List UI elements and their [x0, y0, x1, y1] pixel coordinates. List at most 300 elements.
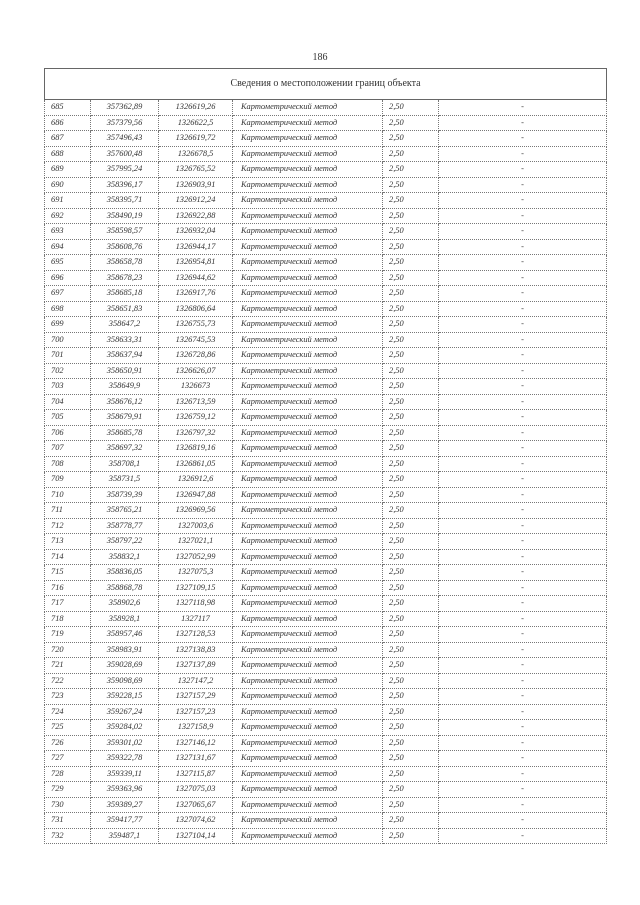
table-row — [45, 100, 607, 116]
table-row — [45, 549, 607, 565]
table-row — [45, 317, 607, 333]
point-number-cell: 722 — [45, 673, 91, 689]
table-row — [45, 689, 607, 705]
description-cell: - — [439, 503, 607, 519]
point-number-cell: 708 — [45, 456, 91, 472]
method-cell: Картометрический метод — [233, 270, 383, 286]
description-cell: - — [439, 270, 607, 286]
table-row — [45, 565, 607, 581]
precision-cell: 2,50 — [383, 472, 439, 488]
method-cell: Картометрический метод — [233, 642, 383, 658]
method-cell: Картометрический метод — [233, 224, 383, 240]
description-cell: - — [439, 394, 607, 410]
method-cell: Картометрический метод — [233, 766, 383, 782]
method-cell: Картометрический метод — [233, 673, 383, 689]
x-coordinate-cell: 359487,1 — [91, 828, 159, 844]
precision-cell: 2,50 — [383, 363, 439, 379]
point-number-cell: 715 — [45, 565, 91, 581]
y-coordinate-cell: 1326922,88 — [159, 208, 233, 224]
x-coordinate-cell: 357995,24 — [91, 162, 159, 178]
point-number-cell: 687 — [45, 131, 91, 147]
point-number-cell: 693 — [45, 224, 91, 240]
point-number-cell: 702 — [45, 363, 91, 379]
method-cell: Картометрический метод — [233, 549, 383, 565]
x-coordinate-cell: 359098,69 — [91, 673, 159, 689]
method-cell: Картометрический метод — [233, 735, 383, 751]
x-coordinate-cell: 359267,24 — [91, 704, 159, 720]
description-cell: - — [439, 611, 607, 627]
description-cell: - — [439, 115, 607, 131]
x-coordinate-cell: 358637,94 — [91, 348, 159, 364]
description-cell: - — [439, 162, 607, 178]
precision-cell: 2,50 — [383, 379, 439, 395]
y-coordinate-cell: 1326806,64 — [159, 301, 233, 317]
description-cell: - — [439, 766, 607, 782]
y-coordinate-cell: 1326728,86 — [159, 348, 233, 364]
table-row — [45, 224, 607, 240]
point-number-cell: 688 — [45, 146, 91, 162]
y-coordinate-cell: 1326903,91 — [159, 177, 233, 193]
description-cell: - — [439, 425, 607, 441]
description-cell: - — [439, 627, 607, 643]
precision-cell: 2,50 — [383, 580, 439, 596]
description-cell: - — [439, 549, 607, 565]
x-coordinate-cell: 358679,91 — [91, 410, 159, 426]
method-cell: Картометрический метод — [233, 487, 383, 503]
point-number-cell: 724 — [45, 704, 91, 720]
y-coordinate-cell: 1326622,5 — [159, 115, 233, 131]
table-row — [45, 425, 607, 441]
table-row — [45, 642, 607, 658]
table-row — [45, 456, 607, 472]
x-coordinate-cell: 358649,9 — [91, 379, 159, 395]
precision-cell: 2,50 — [383, 704, 439, 720]
point-number-cell: 732 — [45, 828, 91, 844]
y-coordinate-cell: 1326969,56 — [159, 503, 233, 519]
method-cell: Картометрический метод — [233, 627, 383, 643]
y-coordinate-cell: 1326678,5 — [159, 146, 233, 162]
point-number-cell: 711 — [45, 503, 91, 519]
table-row — [45, 348, 607, 364]
method-cell: Картометрический метод — [233, 828, 383, 844]
precision-cell: 2,50 — [383, 627, 439, 643]
point-number-cell: 689 — [45, 162, 91, 178]
x-coordinate-cell: 359228,15 — [91, 689, 159, 705]
x-coordinate-cell: 358868,78 — [91, 580, 159, 596]
method-cell: Картометрический метод — [233, 425, 383, 441]
x-coordinate-cell: 358651,83 — [91, 301, 159, 317]
method-cell: Картометрический метод — [233, 193, 383, 209]
table-row — [45, 720, 607, 736]
x-coordinate-cell: 358832,1 — [91, 549, 159, 565]
method-cell: Картометрический метод — [233, 301, 383, 317]
table-row — [45, 208, 607, 224]
precision-cell: 2,50 — [383, 301, 439, 317]
y-coordinate-cell: 1327075,3 — [159, 565, 233, 581]
x-coordinate-cell: 358928,1 — [91, 611, 159, 627]
method-cell: Картометрический метод — [233, 162, 383, 178]
method-cell: Картометрический метод — [233, 611, 383, 627]
point-number-cell: 686 — [45, 115, 91, 131]
point-number-cell: 691 — [45, 193, 91, 209]
point-number-cell: 697 — [45, 286, 91, 302]
point-number-cell: 685 — [45, 100, 91, 116]
point-number-cell: 723 — [45, 689, 91, 705]
y-coordinate-cell: 1327074,62 — [159, 813, 233, 829]
precision-cell: 2,50 — [383, 286, 439, 302]
precision-cell: 2,50 — [383, 425, 439, 441]
table-row — [45, 596, 607, 612]
point-number-cell: 714 — [45, 549, 91, 565]
precision-cell: 2,50 — [383, 658, 439, 674]
precision-cell: 2,50 — [383, 828, 439, 844]
method-cell: Картометрический метод — [233, 456, 383, 472]
method-cell: Картометрический метод — [233, 332, 383, 348]
table-row — [45, 115, 607, 131]
description-cell: - — [439, 100, 607, 116]
x-coordinate-cell: 358765,21 — [91, 503, 159, 519]
y-coordinate-cell: 1327146,12 — [159, 735, 233, 751]
x-coordinate-cell: 358685,78 — [91, 425, 159, 441]
y-coordinate-cell: 1327157,23 — [159, 704, 233, 720]
precision-cell: 2,50 — [383, 410, 439, 426]
description-cell: - — [439, 472, 607, 488]
table-row — [45, 177, 607, 193]
precision-cell: 2,50 — [383, 751, 439, 767]
table-row — [45, 270, 607, 286]
description-cell: - — [439, 782, 607, 798]
precision-cell: 2,50 — [383, 162, 439, 178]
precision-cell: 2,50 — [383, 565, 439, 581]
x-coordinate-cell: 358647,2 — [91, 317, 159, 333]
table-row — [45, 441, 607, 457]
description-cell: - — [439, 596, 607, 612]
precision-cell: 2,50 — [383, 348, 439, 364]
method-cell: Картометрический метод — [233, 131, 383, 147]
x-coordinate-cell: 359389,27 — [91, 797, 159, 813]
table-row — [45, 503, 607, 519]
x-coordinate-cell: 359284,02 — [91, 720, 159, 736]
x-coordinate-cell: 358650,91 — [91, 363, 159, 379]
precision-cell: 2,50 — [383, 255, 439, 271]
description-cell: - — [439, 348, 607, 364]
point-number-cell: 727 — [45, 751, 91, 767]
x-coordinate-cell: 358395,71 — [91, 193, 159, 209]
precision-cell: 2,50 — [383, 487, 439, 503]
x-coordinate-cell: 358778,77 — [91, 518, 159, 534]
y-coordinate-cell: 1327147,2 — [159, 673, 233, 689]
y-coordinate-cell: 1327115,87 — [159, 766, 233, 782]
description-cell: - — [439, 797, 607, 813]
point-number-cell: 716 — [45, 580, 91, 596]
method-cell: Картометрический метод — [233, 363, 383, 379]
point-number-cell: 707 — [45, 441, 91, 457]
y-coordinate-cell: 1327117 — [159, 611, 233, 627]
y-coordinate-cell: 1326765,52 — [159, 162, 233, 178]
x-coordinate-cell: 358739,39 — [91, 487, 159, 503]
table-row — [45, 410, 607, 426]
table-row — [45, 162, 607, 178]
y-coordinate-cell: 1326954,81 — [159, 255, 233, 271]
table-row — [45, 673, 607, 689]
method-cell: Картометрический метод — [233, 177, 383, 193]
y-coordinate-cell: 1326944,17 — [159, 239, 233, 255]
x-coordinate-cell: 357379,56 — [91, 115, 159, 131]
precision-cell: 2,50 — [383, 642, 439, 658]
table-row — [45, 534, 607, 550]
precision-cell: 2,50 — [383, 193, 439, 209]
method-cell: Картометрический метод — [233, 534, 383, 550]
y-coordinate-cell: 1327021,1 — [159, 534, 233, 550]
point-number-cell: 730 — [45, 797, 91, 813]
table-row — [45, 627, 607, 643]
x-coordinate-cell: 358685,18 — [91, 286, 159, 302]
x-coordinate-cell: 358731,5 — [91, 472, 159, 488]
x-coordinate-cell: 358490,19 — [91, 208, 159, 224]
table-row — [45, 332, 607, 348]
method-cell: Картометрический метод — [233, 503, 383, 519]
precision-cell: 2,50 — [383, 782, 439, 798]
method-cell: Картометрический метод — [233, 441, 383, 457]
y-coordinate-cell: 1327052,99 — [159, 549, 233, 565]
description-cell: - — [439, 642, 607, 658]
x-coordinate-cell: 358697,32 — [91, 441, 159, 457]
x-coordinate-cell: 359028,69 — [91, 658, 159, 674]
x-coordinate-cell: 357496,43 — [91, 131, 159, 147]
method-cell: Картометрический метод — [233, 704, 383, 720]
description-cell: - — [439, 828, 607, 844]
y-coordinate-cell: 1326745,53 — [159, 332, 233, 348]
table-title: Сведения о местоположении границ объекта — [45, 69, 607, 100]
description-cell: - — [439, 131, 607, 147]
description-cell: - — [439, 704, 607, 720]
y-coordinate-cell: 1326755,73 — [159, 317, 233, 333]
method-cell: Картометрический метод — [233, 472, 383, 488]
x-coordinate-cell: 358797,22 — [91, 534, 159, 550]
y-coordinate-cell: 1326626,07 — [159, 363, 233, 379]
precision-cell: 2,50 — [383, 813, 439, 829]
x-coordinate-cell: 358658,78 — [91, 255, 159, 271]
x-coordinate-cell: 358676,12 — [91, 394, 159, 410]
point-number-cell: 728 — [45, 766, 91, 782]
method-cell: Картометрический метод — [233, 286, 383, 302]
description-cell: - — [439, 317, 607, 333]
precision-cell: 2,50 — [383, 689, 439, 705]
precision-cell: 2,50 — [383, 394, 439, 410]
point-number-cell: 713 — [45, 534, 91, 550]
description-cell: - — [439, 751, 607, 767]
x-coordinate-cell: 358957,46 — [91, 627, 159, 643]
description-cell: - — [439, 735, 607, 751]
precision-cell: 2,50 — [383, 441, 439, 457]
point-number-cell: 725 — [45, 720, 91, 736]
y-coordinate-cell: 1326932,04 — [159, 224, 233, 240]
table-row — [45, 301, 607, 317]
point-number-cell: 701 — [45, 348, 91, 364]
precision-cell: 2,50 — [383, 735, 439, 751]
table-row — [45, 487, 607, 503]
point-number-cell: 692 — [45, 208, 91, 224]
table-row — [45, 193, 607, 209]
y-coordinate-cell: 1327157,29 — [159, 689, 233, 705]
method-cell: Картометрический метод — [233, 379, 383, 395]
y-coordinate-cell: 1327128,53 — [159, 627, 233, 643]
x-coordinate-cell: 357362,89 — [91, 100, 159, 116]
y-coordinate-cell: 1326619,26 — [159, 100, 233, 116]
y-coordinate-cell: 1326917,76 — [159, 286, 233, 302]
description-cell: - — [439, 580, 607, 596]
x-coordinate-cell: 358708,1 — [91, 456, 159, 472]
table-title-row — [45, 69, 607, 100]
precision-cell: 2,50 — [383, 239, 439, 255]
y-coordinate-cell: 1326947,88 — [159, 487, 233, 503]
table-row — [45, 782, 607, 798]
x-coordinate-cell: 359339,11 — [91, 766, 159, 782]
table-row — [45, 580, 607, 596]
precision-cell: 2,50 — [383, 596, 439, 612]
precision-cell: 2,50 — [383, 549, 439, 565]
precision-cell: 2,50 — [383, 115, 439, 131]
y-coordinate-cell: 1326912,24 — [159, 193, 233, 209]
method-cell: Картометрический метод — [233, 596, 383, 612]
description-cell: - — [439, 193, 607, 209]
point-number-cell: 706 — [45, 425, 91, 441]
table-row — [45, 704, 607, 720]
point-number-cell: 726 — [45, 735, 91, 751]
description-cell: - — [439, 177, 607, 193]
method-cell: Картометрический метод — [233, 720, 383, 736]
point-number-cell: 718 — [45, 611, 91, 627]
description-cell: - — [439, 518, 607, 534]
precision-cell: 2,50 — [383, 208, 439, 224]
description-cell: - — [439, 208, 607, 224]
point-number-cell: 709 — [45, 472, 91, 488]
point-number-cell: 719 — [45, 627, 91, 643]
x-coordinate-cell: 357600,48 — [91, 146, 159, 162]
method-cell: Картометрический метод — [233, 797, 383, 813]
description-cell: - — [439, 658, 607, 674]
table-row — [45, 239, 607, 255]
point-number-cell: 696 — [45, 270, 91, 286]
point-number-cell: 690 — [45, 177, 91, 193]
point-number-cell: 695 — [45, 255, 91, 271]
point-number-cell: 720 — [45, 642, 91, 658]
y-coordinate-cell: 1327104,14 — [159, 828, 233, 844]
x-coordinate-cell: 358902,6 — [91, 596, 159, 612]
y-coordinate-cell: 1327131,67 — [159, 751, 233, 767]
method-cell: Картометрический метод — [233, 813, 383, 829]
method-cell: Картометрический метод — [233, 100, 383, 116]
method-cell: Картометрический метод — [233, 348, 383, 364]
x-coordinate-cell: 359363,96 — [91, 782, 159, 798]
x-coordinate-cell: 358598,57 — [91, 224, 159, 240]
table-row — [45, 363, 607, 379]
table-row — [45, 735, 607, 751]
point-number-cell: 703 — [45, 379, 91, 395]
y-coordinate-cell: 1327138,83 — [159, 642, 233, 658]
precision-cell: 2,50 — [383, 177, 439, 193]
point-number-cell: 729 — [45, 782, 91, 798]
precision-cell: 2,50 — [383, 332, 439, 348]
table-row — [45, 813, 607, 829]
precision-cell: 2,50 — [383, 797, 439, 813]
table-row — [45, 131, 607, 147]
method-cell: Картометрический метод — [233, 394, 383, 410]
description-cell: - — [439, 239, 607, 255]
y-coordinate-cell: 1327137,89 — [159, 658, 233, 674]
point-number-cell: 712 — [45, 518, 91, 534]
x-coordinate-cell: 358633,31 — [91, 332, 159, 348]
table-row — [45, 379, 607, 395]
y-coordinate-cell: 1326619,72 — [159, 131, 233, 147]
table-row — [45, 394, 607, 410]
table-row — [45, 658, 607, 674]
point-number-cell: 717 — [45, 596, 91, 612]
x-coordinate-cell: 359301,02 — [91, 735, 159, 751]
method-cell: Картометрический метод — [233, 317, 383, 333]
method-cell: Картометрический метод — [233, 782, 383, 798]
description-cell: - — [439, 456, 607, 472]
point-number-cell: 731 — [45, 813, 91, 829]
precision-cell: 2,50 — [383, 317, 439, 333]
precision-cell: 2,50 — [383, 673, 439, 689]
y-coordinate-cell: 1327158,9 — [159, 720, 233, 736]
y-coordinate-cell: 1326912,6 — [159, 472, 233, 488]
table-row — [45, 766, 607, 782]
point-number-cell: 710 — [45, 487, 91, 503]
description-cell: - — [439, 332, 607, 348]
description-cell: - — [439, 379, 607, 395]
precision-cell: 2,50 — [383, 720, 439, 736]
point-number-cell: 705 — [45, 410, 91, 426]
y-coordinate-cell: 1326797,32 — [159, 425, 233, 441]
table-row — [45, 611, 607, 627]
method-cell: Картометрический метод — [233, 689, 383, 705]
table-row — [45, 797, 607, 813]
description-cell: - — [439, 534, 607, 550]
description-cell: - — [439, 813, 607, 829]
description-cell: - — [439, 146, 607, 162]
y-coordinate-cell: 1326759,12 — [159, 410, 233, 426]
precision-cell: 2,50 — [383, 146, 439, 162]
table-row — [45, 286, 607, 302]
table-row — [45, 472, 607, 488]
y-coordinate-cell: 1326944,62 — [159, 270, 233, 286]
description-cell: - — [439, 689, 607, 705]
table-row — [45, 255, 607, 271]
y-coordinate-cell: 1327003,6 — [159, 518, 233, 534]
y-coordinate-cell: 1327118,98 — [159, 596, 233, 612]
precision-cell: 2,50 — [383, 503, 439, 519]
description-cell: - — [439, 224, 607, 240]
y-coordinate-cell: 1326713,59 — [159, 394, 233, 410]
method-cell: Картометрический метод — [233, 658, 383, 674]
y-coordinate-cell: 1327109,15 — [159, 580, 233, 596]
description-cell: - — [439, 720, 607, 736]
x-coordinate-cell: 358396,17 — [91, 177, 159, 193]
precision-cell: 2,50 — [383, 534, 439, 550]
table-row — [45, 751, 607, 767]
x-coordinate-cell: 359322,78 — [91, 751, 159, 767]
point-number-cell: 721 — [45, 658, 91, 674]
precision-cell: 2,50 — [383, 100, 439, 116]
method-cell: Картометрический метод — [233, 208, 383, 224]
y-coordinate-cell: 1326673 — [159, 379, 233, 395]
precision-cell: 2,50 — [383, 456, 439, 472]
method-cell: Картометрический метод — [233, 410, 383, 426]
x-coordinate-cell: 358836,05 — [91, 565, 159, 581]
description-cell: - — [439, 487, 607, 503]
